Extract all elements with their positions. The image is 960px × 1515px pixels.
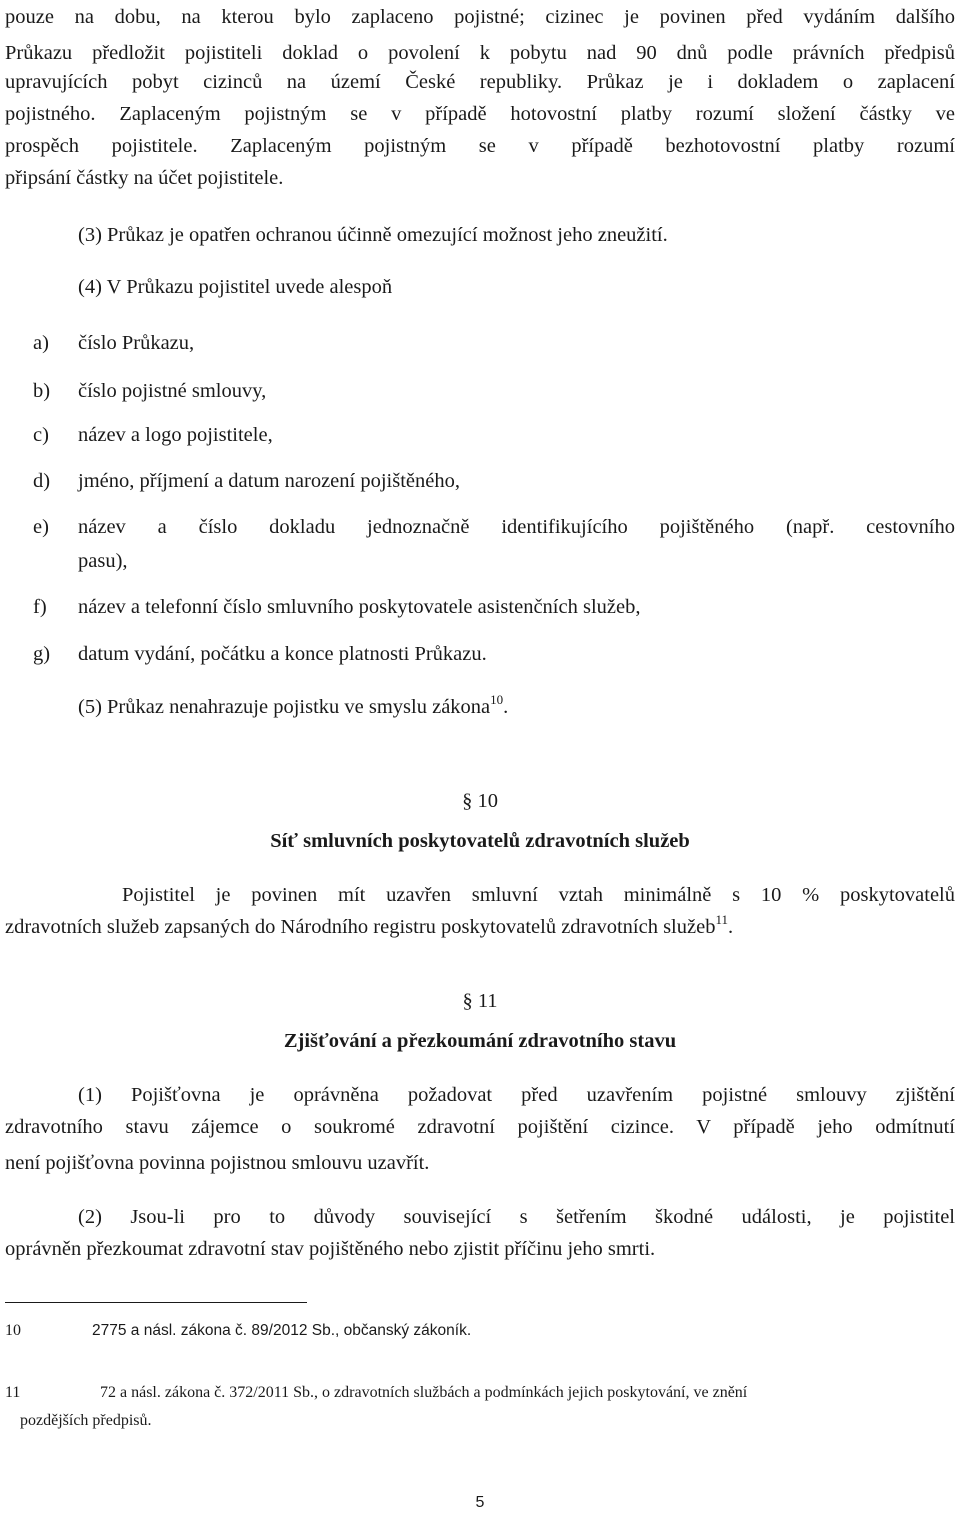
- list-marker: e): [33, 516, 49, 538]
- footnote-number: 10: [5, 1322, 21, 1339]
- section-10-line-2-wrap: [5, 910, 955, 944]
- paragraph-5-end: .: [503, 696, 509, 718]
- list-marker: d): [33, 470, 51, 492]
- footnote-11-line-1: 72 a násl. zákona č. 372/2011 Sb., o zdravotních službách a podmínkách jejich poskytování, ve znění: [100, 1384, 748, 1401]
- footnote-11: [5, 1380, 20, 1406]
- list-item-a: [5, 326, 955, 360]
- intro-line-4: pojistného. Zaplaceným pojistným se v případě hotovostní platby rozumí složení částky ve: [5, 103, 955, 125]
- section-11-p1-line-2: zdravotního stavu zájemce o soukromé zdravotní pojištění cizince. V případě jeho odmítnutí: [5, 1116, 955, 1138]
- section-10-title: Síť smluvních poskytovatelů zdravotních služeb: [270, 830, 690, 852]
- section-10-line-2: zdravotních služeb zapsaných do Národního registru poskytovatelů zdravotních služeb: [5, 916, 716, 938]
- list-text: jméno, příjmení a datum narození pojištěného,: [78, 470, 460, 492]
- list-marker: f): [33, 596, 47, 618]
- section-11-p1-line-3: není pojišťovna povinna pojistnou smlouvu uzavřít.: [5, 1152, 430, 1174]
- page-number: 5: [475, 1494, 485, 1511]
- section-10-number: § 10: [462, 790, 498, 812]
- paragraph-5-text: (5) Průkaz nenahrazuje pojistku ve smyslu zákona: [78, 696, 491, 718]
- section-11-p2-line-2: oprávněn přezkoumat zdravotní stav pojištěného nebo zjistit příčinu jeho smrti.: [5, 1238, 656, 1260]
- intro-line-1: pouze na dobu, na kterou bylo zaplaceno pojistné; cizinec je povinen před vydáním dalšího: [5, 6, 955, 28]
- section-11-p1-line-1: (1) Pojišťovna je oprávněna požadovat před uzavřením pojistné smlouvy zjištění: [78, 1084, 955, 1106]
- list-item-d: [5, 464, 955, 498]
- paragraph-3: (3) Průkaz je opatřen ochranou účinně omezující možnost jeho zneužití.: [78, 224, 668, 246]
- list-item-b: [5, 374, 955, 408]
- section-10-line-1: Pojistitel je povinen mít uzavřen smluvní vztah minimálně s 10 % poskytovatelů: [122, 884, 955, 906]
- list-item-f: [5, 590, 955, 624]
- footnote-11-line-2: pozdějších předpisů.: [20, 1412, 152, 1429]
- section-11-p2-line-1: (2) Jsou-li pro to důvody související s šetřením škodné události, je pojistitel: [78, 1206, 955, 1228]
- list-text: číslo Průkazu,: [78, 332, 195, 354]
- list-text: název a logo pojistitele,: [78, 424, 273, 446]
- paragraph-5: [78, 690, 508, 724]
- paragraph-4: (4) V Průkazu pojistitel uvede alespoň: [78, 276, 393, 298]
- list-marker: c): [33, 424, 49, 446]
- list-item-c: [5, 418, 955, 452]
- list-marker: a): [33, 332, 49, 354]
- footnote-number: 11: [5, 1384, 21, 1401]
- list-text-line-1: název a číslo dokladu jednoznačně identifikujícího pojištěného (např. cestovního: [78, 516, 955, 538]
- list-text: název a telefonní číslo smluvního poskytovatele asistenčních služeb,: [78, 596, 641, 618]
- list-marker: g): [33, 643, 51, 665]
- footnote-10: [5, 1318, 21, 1344]
- list-item-e: [5, 510, 955, 578]
- list-text: datum vydání, počátku a konce platnosti Průkazu.: [78, 643, 487, 665]
- intro-line-3: upravujících pobyt cizinců na území České republiky. Průkaz je i dokladem o zaplacení: [5, 71, 955, 93]
- list-text-line-2: pasu),: [78, 550, 128, 572]
- footnote-ref-11: 11: [715, 912, 728, 927]
- section-11-number: § 11: [462, 990, 498, 1012]
- section-11-title: Zjišťování a přezkoumání zdravotního stavu: [283, 1030, 677, 1052]
- intro-line-5: prospěch pojistitele. Zaplaceným pojistným se v případě bezhotovostní platby rozumí: [5, 135, 955, 157]
- list-text: číslo pojistné smlouvy,: [78, 380, 267, 402]
- footnote-ref-10: 10: [490, 692, 504, 707]
- footnote-10-text: 2775 a násl. zákona č. 89/2012 Sb., občanský zákoník.: [92, 1322, 472, 1339]
- footnote-separator: [5, 1302, 307, 1303]
- list-marker: b): [33, 380, 51, 402]
- section-10-end: .: [727, 916, 734, 938]
- list-item-g: [5, 637, 955, 671]
- intro-line-6: připsání částky na účet pojistitele.: [5, 167, 284, 189]
- intro-line-2: Průkazu předložit pojistiteli doklad o povolení k pobytu nad 90 dnů podle právních předpisů: [5, 42, 955, 64]
